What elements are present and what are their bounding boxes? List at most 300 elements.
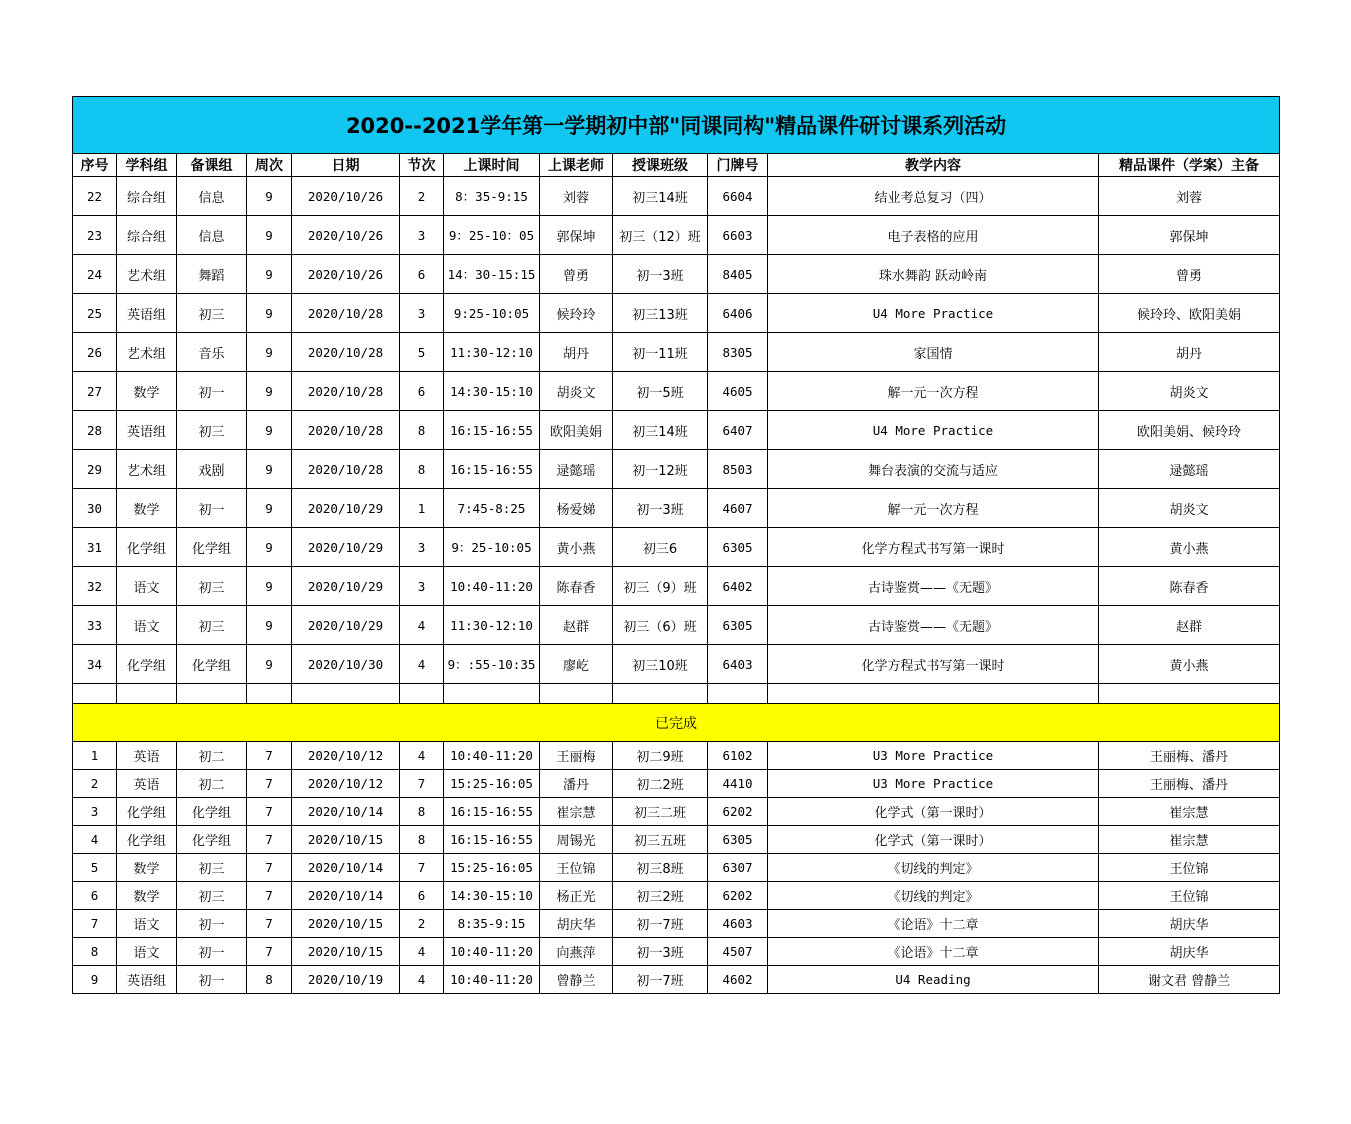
table-row (73, 742, 1280, 770)
header-cell: 精品课件（学案）主备 (1099, 154, 1280, 177)
table-cell: 10:40-11:20 (444, 938, 540, 966)
table-cell: 3 (400, 216, 444, 255)
table-cell: 初一11班 (613, 333, 708, 372)
table-cell: 崔宗慧 (540, 798, 613, 826)
table-cell: 胡炎文 (1099, 372, 1280, 411)
table-cell: 初三（9）班 (613, 567, 708, 606)
table-cell: 5 (400, 333, 444, 372)
table-cell: 14：30-15:15 (444, 255, 540, 294)
table-cell: 逯懿瑶 (1099, 450, 1280, 489)
table-cell: 10:40-11:20 (444, 966, 540, 994)
table-cell: 4607 (708, 489, 768, 528)
table-cell: 9 (247, 177, 292, 216)
table-cell: U4 More Practice (768, 411, 1099, 450)
table-cell: 9 (247, 411, 292, 450)
table-cell: 曾勇 (540, 255, 613, 294)
table-cell: 数学 (117, 372, 177, 411)
table-cell: 8405 (708, 255, 768, 294)
table-cell: 语文 (117, 938, 177, 966)
table-row (73, 450, 1280, 489)
table-cell: 珠水舞韵 跃动岭南 (768, 255, 1099, 294)
table-cell: 22 (73, 177, 117, 216)
table-cell: 2020/10/28 (292, 450, 400, 489)
table-cell: 7 (73, 910, 117, 938)
table-cell: 3 (73, 798, 117, 826)
table-cell: 初三2班 (613, 882, 708, 910)
table-cell: 7 (247, 798, 292, 826)
table-cell: 2020/10/29 (292, 528, 400, 567)
table-cell: 16:15-16:55 (444, 798, 540, 826)
spacer-rows (73, 684, 1280, 742)
table-cell: 艺术组 (117, 255, 177, 294)
table-cell: 9 (247, 216, 292, 255)
header-cell: 序号 (73, 154, 117, 177)
table-cell: 化学组 (177, 826, 247, 854)
header-cell: 门牌号 (708, 154, 768, 177)
table-cell: 9 (247, 450, 292, 489)
table-cell: 初一3班 (613, 255, 708, 294)
table-row (73, 938, 1280, 966)
table-row (73, 910, 1280, 938)
table-cell: 4 (400, 938, 444, 966)
table-cell: 4 (73, 826, 117, 854)
table-cell: 4 (400, 742, 444, 770)
table-cell: 初一 (177, 938, 247, 966)
table-cell: 数学 (117, 854, 177, 882)
table-cell: 7:45-8:25 (444, 489, 540, 528)
header-cell: 周次 (247, 154, 292, 177)
table-cell: 33 (73, 606, 117, 645)
table-cell: 2020/10/28 (292, 294, 400, 333)
table-row (73, 966, 1280, 994)
table-cell: 9 (247, 372, 292, 411)
table-cell: 6 (400, 882, 444, 910)
table-cell: 7 (400, 770, 444, 798)
header-cell: 日期 (292, 154, 400, 177)
table-cell: 初三 (177, 294, 247, 333)
table-cell: 初三（12）班 (613, 216, 708, 255)
table-cell: 2020/10/12 (292, 742, 400, 770)
table-cell: 初二 (177, 770, 247, 798)
table-cell: 初三五班 (613, 826, 708, 854)
table-cell: 解一元一次方程 (768, 372, 1099, 411)
table-cell: 15:25-16:05 (444, 770, 540, 798)
table-cell: 初三 (177, 854, 247, 882)
table-cell: 7 (247, 882, 292, 910)
table-row (73, 854, 1280, 882)
table-cell: 31 (73, 528, 117, 567)
table-cell: 曾静兰 (540, 966, 613, 994)
sheet-title: 2020--2021学年第一学期初中部"同课同构"精品课件研讨课系列活动 (73, 97, 1280, 154)
table-row (73, 216, 1280, 255)
table-row (73, 645, 1280, 684)
table-cell: 化学组 (177, 528, 247, 567)
table-cell: 化学组 (177, 645, 247, 684)
table-cell: 初三13班 (613, 294, 708, 333)
table-row (73, 770, 1280, 798)
table-cell: 胡庆华 (1099, 910, 1280, 938)
table-cell: 2020/10/26 (292, 177, 400, 216)
table-cell: 王位锦 (540, 854, 613, 882)
table-cell: 9 (247, 645, 292, 684)
table-cell: 刘蓉 (540, 177, 613, 216)
table-cell: 2020/10/29 (292, 606, 400, 645)
table-cell: 初三 (177, 411, 247, 450)
table-cell: 初三（6）班 (613, 606, 708, 645)
table-cell: 10:40-11:20 (444, 567, 540, 606)
table-cell: 初一 (177, 966, 247, 994)
table-cell: 2020/10/15 (292, 826, 400, 854)
table-cell: 初三二班 (613, 798, 708, 826)
table-cell: 崔宗慧 (1099, 826, 1280, 854)
header-row (73, 154, 1280, 177)
table-cell: 初三8班 (613, 854, 708, 882)
table-cell: 14:30-15:10 (444, 882, 540, 910)
table-cell: 6202 (708, 882, 768, 910)
table-cell: U3 More Practice (768, 742, 1099, 770)
table-cell: 黄小燕 (1099, 645, 1280, 684)
table-row (73, 826, 1280, 854)
table-cell: 4 (400, 645, 444, 684)
table-cell: 2020/10/14 (292, 882, 400, 910)
table-cell: 2020/10/26 (292, 216, 400, 255)
table-cell: 6403 (708, 645, 768, 684)
table-cell: 化学组 (117, 645, 177, 684)
table-cell: 化学方程式书写第一课时 (768, 645, 1099, 684)
table-cell: 化学组 (117, 826, 177, 854)
table-row (73, 411, 1280, 450)
table-cell: 初一12班 (613, 450, 708, 489)
table-cell: 胡炎文 (540, 372, 613, 411)
table-cell: 英语组 (117, 294, 177, 333)
table-cell: 1 (400, 489, 444, 528)
table-cell: U4 Reading (768, 966, 1099, 994)
empty-row (73, 684, 1280, 704)
table-cell: 3 (400, 567, 444, 606)
table-cell: 2020/10/30 (292, 645, 400, 684)
table-cell: 7 (247, 854, 292, 882)
table-cell: 综合组 (117, 177, 177, 216)
table-cell: 16:15-16:55 (444, 450, 540, 489)
upcoming-rows (73, 177, 1280, 684)
table-cell: 4603 (708, 910, 768, 938)
table-cell: 8 (400, 826, 444, 854)
table-cell: 28 (73, 411, 117, 450)
table-row (73, 294, 1280, 333)
table-cell: U4 More Practice (768, 294, 1099, 333)
completed-rows (73, 742, 1280, 994)
table-cell: 3 (400, 528, 444, 567)
section-completed-label: 已完成 (73, 704, 1280, 742)
table-cell: 古诗鉴赏——《无题》 (768, 567, 1099, 606)
table-cell: 《论语》十二章 (768, 938, 1099, 966)
table-cell: 初一7班 (613, 966, 708, 994)
table-cell: 2020/10/19 (292, 966, 400, 994)
table-cell: 9 (247, 255, 292, 294)
table-cell: 10:40-11:20 (444, 742, 540, 770)
table-cell: 6406 (708, 294, 768, 333)
table-cell: 23 (73, 216, 117, 255)
table-cell: 2020/10/26 (292, 255, 400, 294)
table-cell: 王位锦 (1099, 882, 1280, 910)
header-cell: 备课组 (177, 154, 247, 177)
table-cell: 2 (400, 177, 444, 216)
table-row (73, 489, 1280, 528)
table-cell: 结业考总复习（四） (768, 177, 1099, 216)
table-cell: 26 (73, 333, 117, 372)
table-cell: 29 (73, 450, 117, 489)
table-cell: 7 (247, 770, 292, 798)
table-cell: 2020/10/15 (292, 910, 400, 938)
table-cell: 14:30-15:10 (444, 372, 540, 411)
table-cell: 9 (247, 489, 292, 528)
table-cell: 向燕萍 (540, 938, 613, 966)
table-cell: 陈春香 (1099, 567, 1280, 606)
table-cell: 黄小燕 (540, 528, 613, 567)
table-cell: 6305 (708, 826, 768, 854)
table-cell: 英语 (117, 742, 177, 770)
table-cell: 2 (73, 770, 117, 798)
table-cell: 语文 (117, 606, 177, 645)
table-cell: 7 (247, 910, 292, 938)
table-cell: 3 (400, 294, 444, 333)
table-cell: 9 (247, 333, 292, 372)
table-cell: 艺术组 (117, 450, 177, 489)
table-cell: 刘蓉 (1099, 177, 1280, 216)
table-cell: 9 (247, 567, 292, 606)
table-cell: 语文 (117, 567, 177, 606)
table-cell: 2020/10/15 (292, 938, 400, 966)
table-cell: 《切线的判定》 (768, 882, 1099, 910)
table-cell: 胡丹 (1099, 333, 1280, 372)
table-cell: 初三 (177, 567, 247, 606)
table-cell: 初一 (177, 489, 247, 528)
table-cell: 黄小燕 (1099, 528, 1280, 567)
table-cell: 9 (247, 294, 292, 333)
table-cell: 化学组 (177, 798, 247, 826)
table-cell: 舞蹈 (177, 255, 247, 294)
table-cell: 综合组 (117, 216, 177, 255)
table-cell: 《论语》十二章 (768, 910, 1099, 938)
table-cell: 数学 (117, 882, 177, 910)
table-cell: 英语组 (117, 966, 177, 994)
table-cell: 欧阳美娟 (540, 411, 613, 450)
table-cell: 2020/10/28 (292, 372, 400, 411)
header-cell: 学科组 (117, 154, 177, 177)
table-row (73, 606, 1280, 645)
table-cell: 崔宗慧 (1099, 798, 1280, 826)
table-row (73, 528, 1280, 567)
table-cell: 4507 (708, 938, 768, 966)
table-cell: 化学组 (117, 528, 177, 567)
table-cell: 2020/10/12 (292, 770, 400, 798)
table-cell: 初一3班 (613, 489, 708, 528)
table-cell: 5 (73, 854, 117, 882)
table-cell: 音乐 (177, 333, 247, 372)
header-cell: 上课时间 (444, 154, 540, 177)
table-row (73, 255, 1280, 294)
table-cell: 初三10班 (613, 645, 708, 684)
table-cell: 9：25-10:05 (444, 528, 540, 567)
table-cell: 郭保坤 (540, 216, 613, 255)
table-cell: 4602 (708, 966, 768, 994)
table-cell: 6604 (708, 177, 768, 216)
table-cell: 4605 (708, 372, 768, 411)
table-cell: 2020/10/29 (292, 567, 400, 606)
schedule-table (72, 96, 1280, 994)
table-cell: 8 (73, 938, 117, 966)
table-cell: 25 (73, 294, 117, 333)
table-cell: 初一5班 (613, 372, 708, 411)
table-cell: 胡庆华 (540, 910, 613, 938)
table-cell: 候玲玲 (540, 294, 613, 333)
table-cell: 初一 (177, 910, 247, 938)
table-cell: 初一3班 (613, 938, 708, 966)
table-cell: 2 (400, 910, 444, 938)
table-cell: 初三14班 (613, 411, 708, 450)
table-cell: 数学 (117, 489, 177, 528)
table-cell: 4 (400, 606, 444, 645)
table-row (73, 567, 1280, 606)
table-cell: 6305 (708, 528, 768, 567)
table-cell: 8 (247, 966, 292, 994)
table-cell: 初二2班 (613, 770, 708, 798)
table-cell: 杨正光 (540, 882, 613, 910)
table-cell: 8:35-9:15 (444, 910, 540, 938)
table-cell: 6 (400, 372, 444, 411)
table-cell: 化学组 (117, 798, 177, 826)
table-cell: 6603 (708, 216, 768, 255)
table-cell: 王丽梅 (540, 742, 613, 770)
table-cell: 15:25-16:05 (444, 854, 540, 882)
table-cell: 6407 (708, 411, 768, 450)
table-cell: 24 (73, 255, 117, 294)
table-cell: 王丽梅、潘丹 (1099, 770, 1280, 798)
table-cell: 王丽梅、潘丹 (1099, 742, 1280, 770)
table-cell: 电子表格的应用 (768, 216, 1099, 255)
table-cell: 初一 (177, 372, 247, 411)
table-cell: 27 (73, 372, 117, 411)
table-cell: 家国情 (768, 333, 1099, 372)
header-cell: 上课老师 (540, 154, 613, 177)
table-cell: 王位锦 (1099, 854, 1280, 882)
table-cell: 初一7班 (613, 910, 708, 938)
table-cell: 信息 (177, 216, 247, 255)
table-cell: 信息 (177, 177, 247, 216)
table-cell: 2020/10/14 (292, 798, 400, 826)
header-cell: 节次 (400, 154, 444, 177)
table-cell: 16:15-16:55 (444, 826, 540, 854)
table-cell: 胡炎文 (1099, 489, 1280, 528)
table-cell: 4410 (708, 770, 768, 798)
table-cell: 9:25-10:05 (444, 294, 540, 333)
table-cell: 陈春香 (540, 567, 613, 606)
header-cell: 教学内容 (768, 154, 1099, 177)
table-cell: 9 (73, 966, 117, 994)
table-cell: 初三6 (613, 528, 708, 567)
table-cell: 潘丹 (540, 770, 613, 798)
table-cell: 9：:55-10:35 (444, 645, 540, 684)
table-cell: 胡庆华 (1099, 938, 1280, 966)
table-cell: 8503 (708, 450, 768, 489)
table-cell: 赵群 (540, 606, 613, 645)
table-cell: 郭保坤 (1099, 216, 1280, 255)
table-cell: 2020/10/14 (292, 854, 400, 882)
table-row (73, 372, 1280, 411)
table-cell: 初三 (177, 882, 247, 910)
table-cell: 8 (400, 450, 444, 489)
table-cell: 32 (73, 567, 117, 606)
table-cell: 6102 (708, 742, 768, 770)
table-cell: 化学式（第一课时） (768, 826, 1099, 854)
table-cell: 语文 (117, 910, 177, 938)
table-cell: 11:30-12:10 (444, 606, 540, 645)
table-cell: 11:30-12:10 (444, 333, 540, 372)
table-cell: 化学式（第一课时） (768, 798, 1099, 826)
table-cell: 9 (247, 528, 292, 567)
table-cell: 逯懿瑶 (540, 450, 613, 489)
table-row (73, 882, 1280, 910)
table-cell: 30 (73, 489, 117, 528)
table-cell: 赵群 (1099, 606, 1280, 645)
table-cell: 2020/10/28 (292, 333, 400, 372)
table-cell: U3 More Practice (768, 770, 1099, 798)
table-cell: 古诗鉴赏——《无题》 (768, 606, 1099, 645)
table-cell: 8：35-9:15 (444, 177, 540, 216)
table-cell: 候玲玲、欧阳美娟 (1099, 294, 1280, 333)
table-row (73, 177, 1280, 216)
table-row (73, 798, 1280, 826)
table-cell: 戏剧 (177, 450, 247, 489)
table-cell: 7 (400, 854, 444, 882)
table-cell: 7 (247, 742, 292, 770)
table-cell: 6402 (708, 567, 768, 606)
table-cell: 胡丹 (540, 333, 613, 372)
table-cell: 6307 (708, 854, 768, 882)
table-cell: 谢文君 曾静兰 (1099, 966, 1280, 994)
table-cell: 9 (247, 606, 292, 645)
table-cell: 英语 (117, 770, 177, 798)
table-cell: 欧阳美娟、候玲玲 (1099, 411, 1280, 450)
table-cell: 化学方程式书写第一课时 (768, 528, 1099, 567)
table-cell: 1 (73, 742, 117, 770)
table-cell: 初三 (177, 606, 247, 645)
table-cell: 2020/10/29 (292, 489, 400, 528)
table-cell: 7 (247, 826, 292, 854)
table-cell: 曾勇 (1099, 255, 1280, 294)
table-cell: 解一元一次方程 (768, 489, 1099, 528)
table-cell: 8 (400, 798, 444, 826)
table-cell: 初二9班 (613, 742, 708, 770)
table-cell: 初二 (177, 742, 247, 770)
table-cell: 6202 (708, 798, 768, 826)
table-cell: 8 (400, 411, 444, 450)
table-cell: 杨爱娣 (540, 489, 613, 528)
header-cell: 授课班级 (613, 154, 708, 177)
table-cell: 7 (247, 938, 292, 966)
table-cell: 英语组 (117, 411, 177, 450)
table-cell: 34 (73, 645, 117, 684)
table-cell: 8305 (708, 333, 768, 372)
table-cell: 周锡光 (540, 826, 613, 854)
table-cell: 6305 (708, 606, 768, 645)
table-cell: 16:15-16:55 (444, 411, 540, 450)
table-cell: 6 (400, 255, 444, 294)
table-cell: 《切线的判定》 (768, 854, 1099, 882)
table-cell: 9：25-10：05 (444, 216, 540, 255)
table-cell: 6 (73, 882, 117, 910)
table-cell: 廖屹 (540, 645, 613, 684)
